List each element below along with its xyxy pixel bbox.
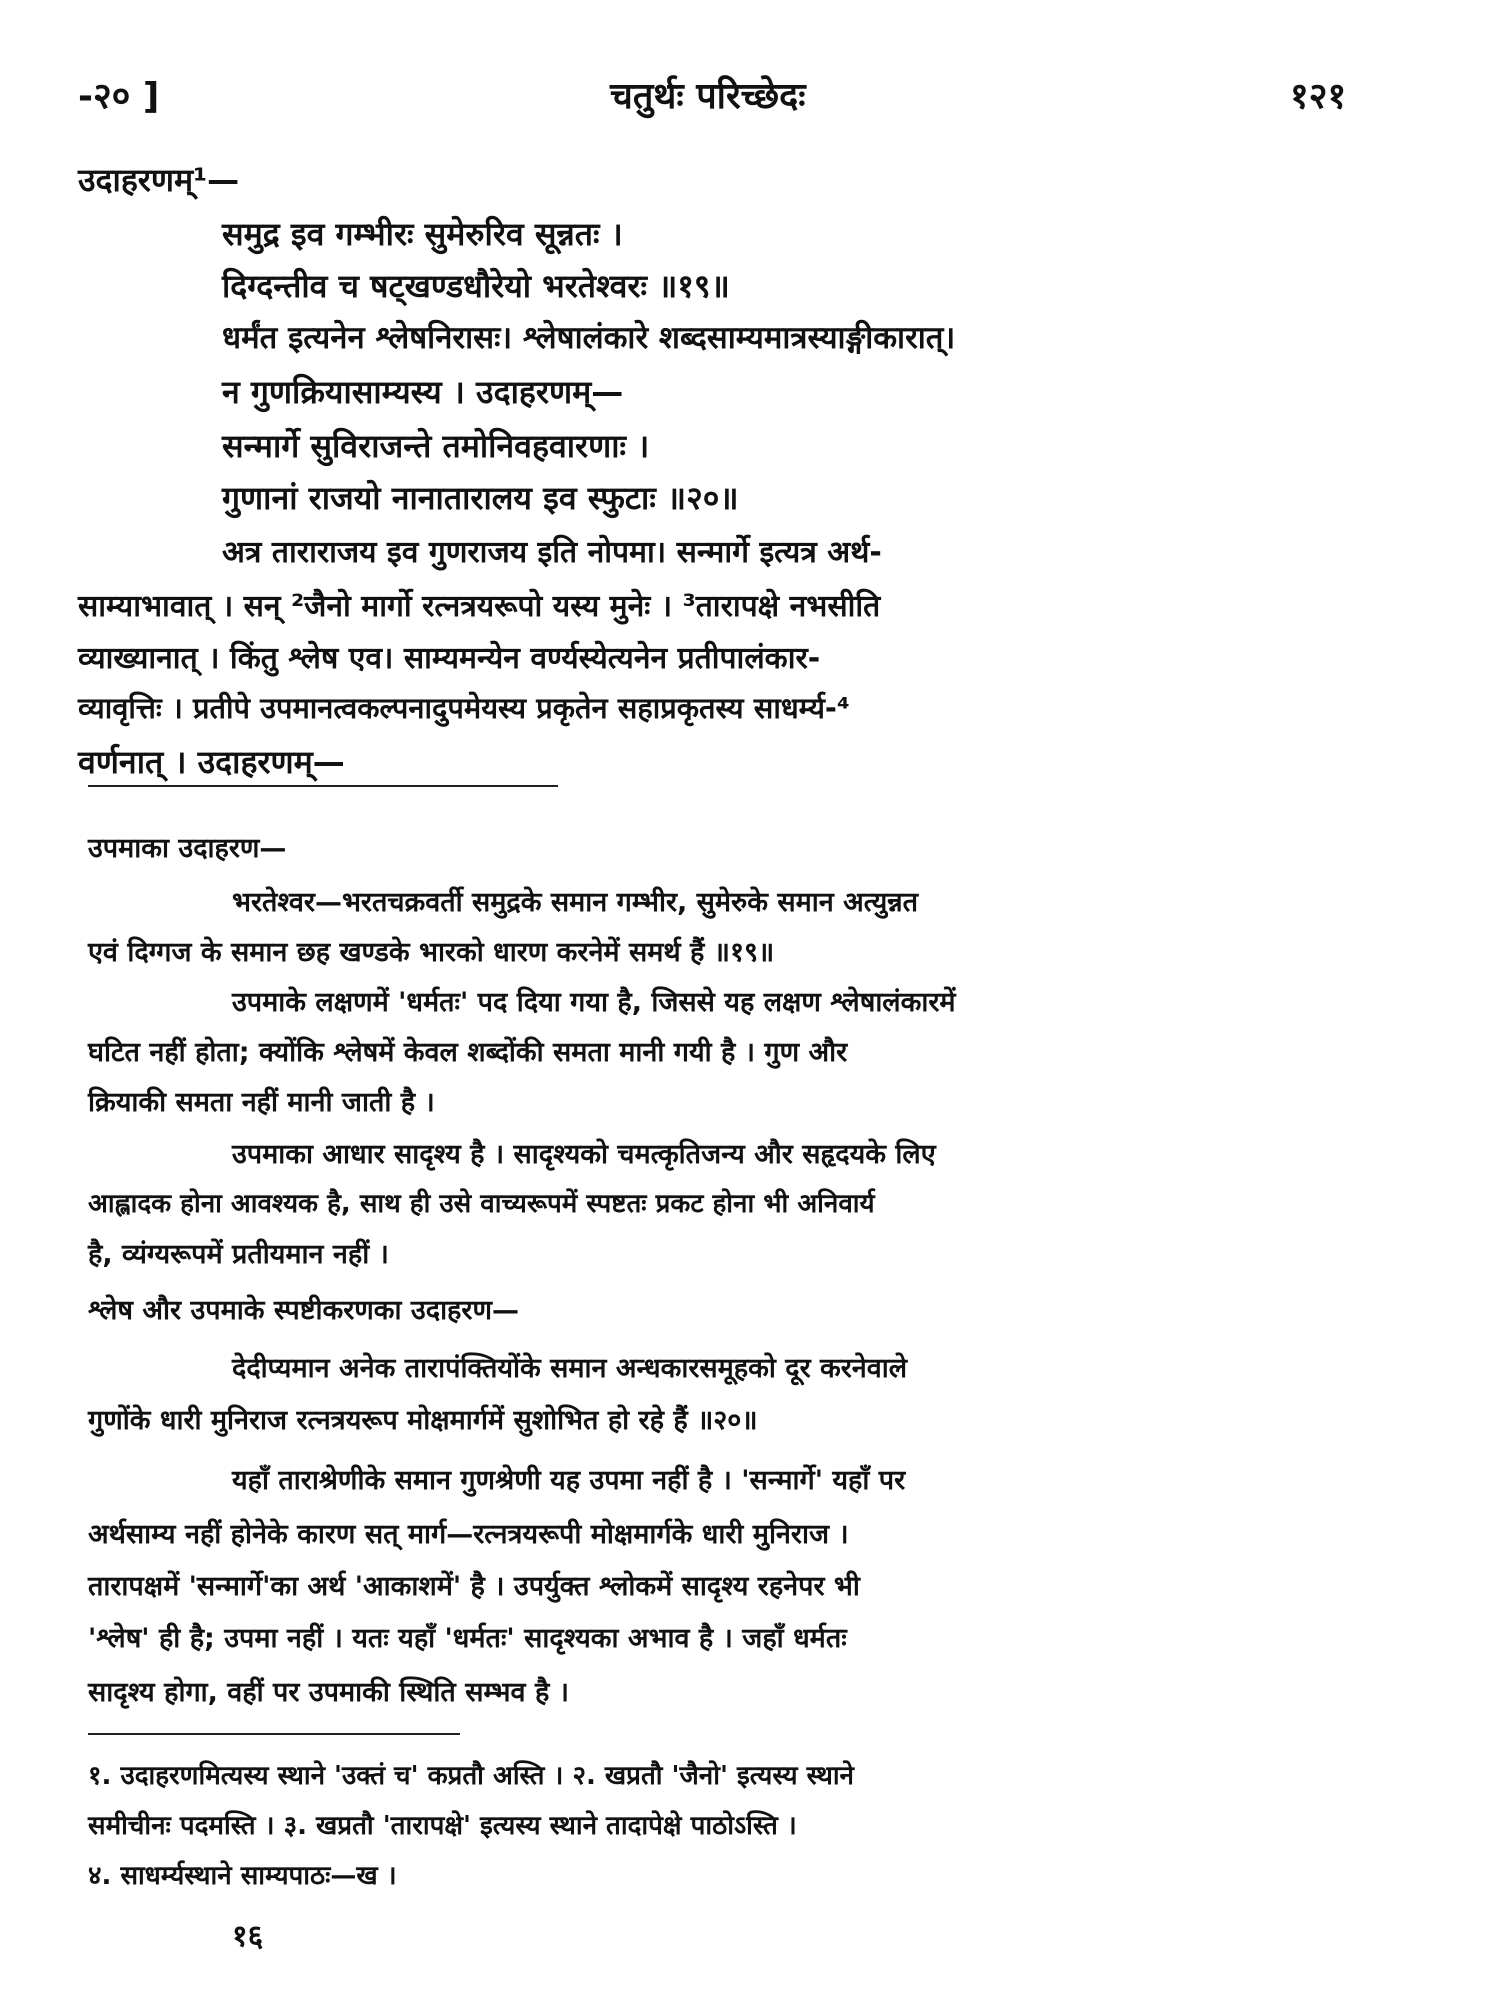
hindi-line: भरतेश्वर—भरतचक्रवर्ती समुद्रके समान गम्भीर, सुमेरुके समान अत्युन्नत (232, 887, 919, 918)
hindi-line: है, व्यंग्यरूपमें प्रतीयमान नहीं । (88, 1239, 389, 1270)
footnote-line: १. उदाहरणमित्यस्य स्थाने 'उक्तं च' कप्रतौ अस्ति । २. खप्रतौ 'जैनो' इत्यस्य स्थाने (88, 1761, 854, 1791)
hindi-line: 'श्लेष' ही है; उपमा नहीं । यतः यहाँ 'धर्मतः' सादृश्यका अभाव है । जहाँ धर्मतः (88, 1623, 847, 1654)
footnote-line: ४. साधर्म्यस्थाने साम्यपाठः—ख । (88, 1861, 397, 1891)
hindi-line: तारापक्षमें 'सन्मार्गे'का अर्थ 'आकाशमें' है । उपर्युक्त श्लोकमें सादृश्य रहनेपर भी (88, 1571, 860, 1602)
section-heading: श्लेष और उपमाके स्पष्टीकरणका उदाहरण— (88, 1295, 519, 1326)
verse-line: दिग्दन्तीव च षट्खण्डधौरेयो भरतेश्वरः ॥१९॥ (222, 267, 730, 305)
sanskrit-line: साम्याभावात् । सन् ²जैनो मार्गो रत्नत्रयरूपो यस्य मुनेः । ³तारापक्षे नभसीति (78, 589, 881, 624)
page-number: १२१ (1290, 76, 1347, 117)
sanskrit-line: वर्णनात् । उदाहरणम्— (78, 743, 345, 781)
sanskrit-line: व्यावृत्तिः । प्रतीपे उपमानत्वकल्पनादुपमेयस्य प्रकृतेन सहाप्रकृतस्य साधर्म्य-⁴ (78, 691, 850, 725)
hindi-line: एवं दिग्गज के समान छह खण्डके भारको धारण करनेमें समर्थ हैं ॥१९॥ (88, 937, 775, 968)
hindi-line: सादृश्य होगा, वहीं पर उपमाकी स्थिति सम्भव है । (88, 1677, 569, 1708)
hindi-line: देदीप्यमान अनेक तारापंक्तियोंके समान अन्धकारसमूहको दूर करनेवाले (232, 1353, 908, 1384)
verse-line: सन्मार्गे सुविराजन्ते तमोनिवहवारणाः । (222, 427, 650, 465)
hindi-line: अर्थसाम्य नहीं होनेके कारण सत् मार्ग—रत्नत्रयरूपी मोक्षमार्गके धारी मुनिराज । (88, 1519, 849, 1550)
section-divider (88, 785, 558, 787)
sanskrit-line: धर्मंत इत्यनेन श्लेषनिरासः। श्लेषालंकारे शब्दसाम्यमात्रस्याङ्गीकारात्। (222, 320, 956, 356)
header-title: चतुर्थः परिच्छेदः (610, 76, 806, 117)
footnote-divider (88, 1733, 460, 1735)
hindi-line: यहाँ ताराश्रेणीके समान गुणश्रेणी यह उपमा नहीं है । 'सन्मार्गे' यहाँ पर (232, 1465, 906, 1496)
sanskrit-line: व्याख्यानात् । किंतु श्लेष एव। साम्यमन्येन वर्ण्यस्येत्यनेन प्रतीपालंकार- (78, 641, 821, 676)
header-chapter-ref: -२० ] (78, 76, 160, 117)
sanskrit-line: न गुणक्रियासाम्यस्य । उदाहरणम्— (222, 373, 624, 411)
sanskrit-line: उदाहरणम्¹— (78, 161, 240, 199)
footnote-line: समीचीनः पदमस्ति । ३. खप्रतौ 'तारापक्षे' इत्यस्य स्थाने तादापेक्षे पाठोऽस्ति । (88, 1811, 797, 1841)
hindi-line: क्रियाकी समता नहीं मानी जाती है । (88, 1087, 435, 1118)
sanskrit-line: अत्र ताराराजय इव गुणराजय इति नोपमा। सन्मार्गे इत्यत्र अर्थ- (222, 535, 882, 570)
hindi-line: घटित नहीं होता; क्योंकि श्लेषमें केवल शब्दोंकी समता मानी गयी है । गुण और (88, 1037, 848, 1068)
hindi-line: उपमाके लक्षणमें 'धर्मतः' पद दिया गया है, जिससे यह लक्षण श्लेषालंकारमें (232, 987, 956, 1018)
section-heading: उपमाका उदाहरण— (88, 833, 287, 864)
hindi-line: आह्लादक होना आवश्यक है, साथ ही उसे वाच्यरूपमें स्पष्टतः प्रकट होना भी अनिवार्य (88, 1189, 875, 1219)
hindi-line: गुणोंके धारी मुनिराज रत्नत्रयरूप मोक्षमार्गमें सुशोभित हो रहे हैं ॥२०॥ (88, 1405, 758, 1436)
signature-mark: १६ (232, 1919, 264, 1954)
verse-line: गुणानां राजयो नानातारालय इव स्फुटाः ॥२०॥ (222, 479, 739, 517)
hindi-line: उपमाका आधार सादृश्य है । सादृश्यको चमत्कृतिजन्य और सहृदयके लिए (232, 1139, 936, 1170)
verse-line: समुद्र इव गम्भीरः सुमेरुरिव सून्नतः । (222, 215, 623, 253)
